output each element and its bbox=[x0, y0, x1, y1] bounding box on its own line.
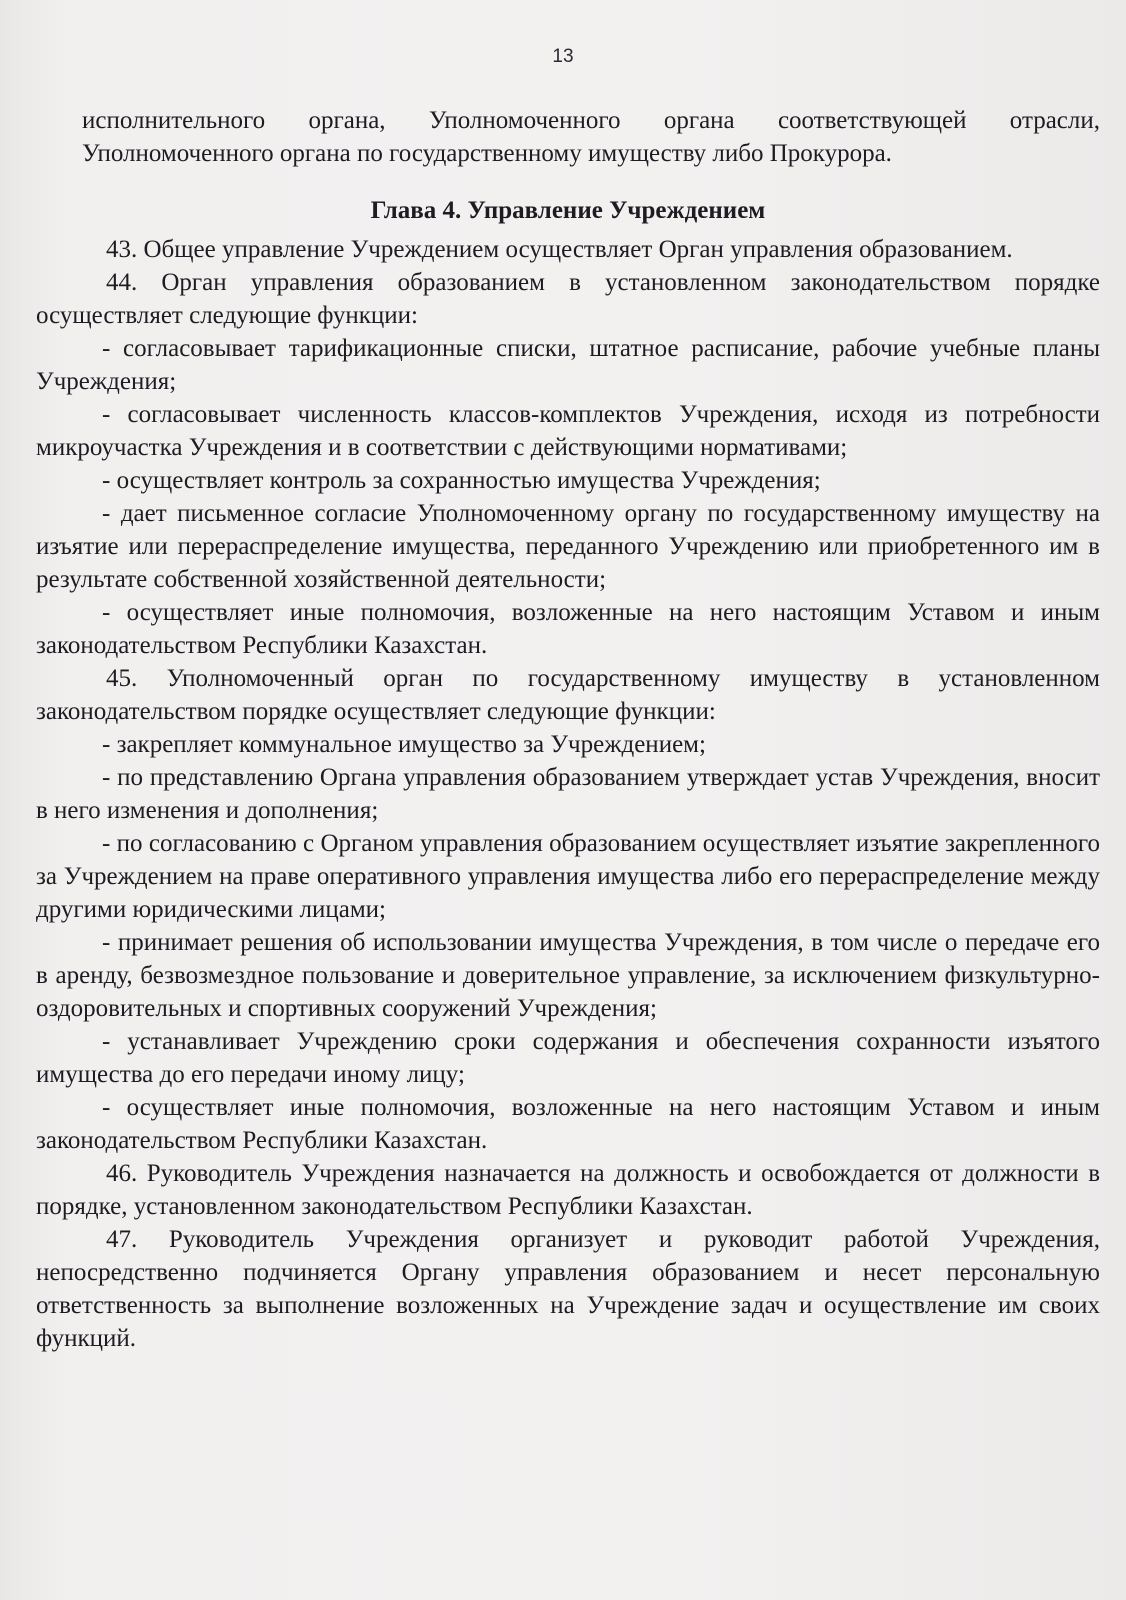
list-item: - согласовывает тарификационные списки, штатное расписание, рабочие учебные планы Учреждения; bbox=[36, 335, 1100, 395]
intro-paragraph: исполнительного органа, Уполномоченного органа соответствующей отрасли, Уполномоченного органа по государственному имуществу либо Прокурора. bbox=[82, 107, 1100, 167]
document-body bbox=[36, 104, 1100, 1355]
list-item: - осуществляет иные полномочия, возложенные на него настоящим Уставом и иным законодательством Республики Казахстан. bbox=[36, 1094, 1100, 1154]
list-item: - по согласованию с Органом управления образованием осуществляет изъятие закрепленного за Учреждением на праве оперативного управления имущества либо его перераспределение между другими юридическими лицами; bbox=[36, 830, 1100, 923]
list-item: - закрепляет коммунальное имущество за Учреждением; bbox=[102, 731, 706, 758]
list-item: - согласовывает численность классов-комплектов Учреждения, исходя из потребности микроучастка Учреждения и в соответствии с действующими нормативами; bbox=[36, 401, 1100, 461]
paragraph-44: 44. Орган управления образованием в установленном законодательством порядке осуществляет следующие функции: bbox=[36, 269, 1100, 329]
list-item: - осуществляет контроль за сохранностью имущества Учреждения; bbox=[102, 467, 821, 494]
page-number: 13 bbox=[552, 46, 574, 67]
list-item: - дает письменное согласие Уполномоченному органу по государственному имуществу на изъятие или перераспределение имущества, переданного Учреждению или приобретенного им в результате собственной хозяйственной деятельности; bbox=[36, 500, 1100, 593]
list-item: - устанавливает Учреждению сроки содержания и обеспечения сохранности изъятого имущества до его передачи иному лицу; bbox=[36, 1028, 1100, 1088]
chapter-heading: Глава 4. Управление Учреждением bbox=[370, 197, 766, 224]
list-item: - принимает решения об использовании имущества Учреждения, в том числе о передаче его в аренду, безвозмездное пользование и доверительное управление, за исключением физкультурно-оздоровительных и спортивных сооружений Учреждения; bbox=[36, 929, 1100, 1022]
paragraph-47: 47. Руководитель Учреждения организует и руководит работой Учреждения, непосредственно подчиняется Органу управления образованием и несет персональную ответственность за выполнение возложенных на Учреждение задач и осуществление им своих функций. bbox=[36, 1226, 1100, 1352]
paragraph-46: 46. Руководитель Учреждения назначается на должность и освобождается от должности в порядке, установленном законодательством Республики Казахстан. bbox=[36, 1160, 1100, 1220]
paragraph-45: 45. Уполномоченный орган по государственному имуществу в установленном законодательством порядке осуществляет следующие функции: bbox=[36, 665, 1100, 725]
paragraph-43: 43. Общее управление Учреждением осуществляет Орган управления образованием. bbox=[106, 236, 1013, 263]
list-item: - осуществляет иные полномочия, возложенные на него настоящим Уставом и иным законодательством Республики Казахстан. bbox=[36, 599, 1100, 659]
list-item: - по представлению Органа управления образованием утверждает устав Учреждения, вносит в него изменения и дополнения; bbox=[36, 764, 1100, 824]
